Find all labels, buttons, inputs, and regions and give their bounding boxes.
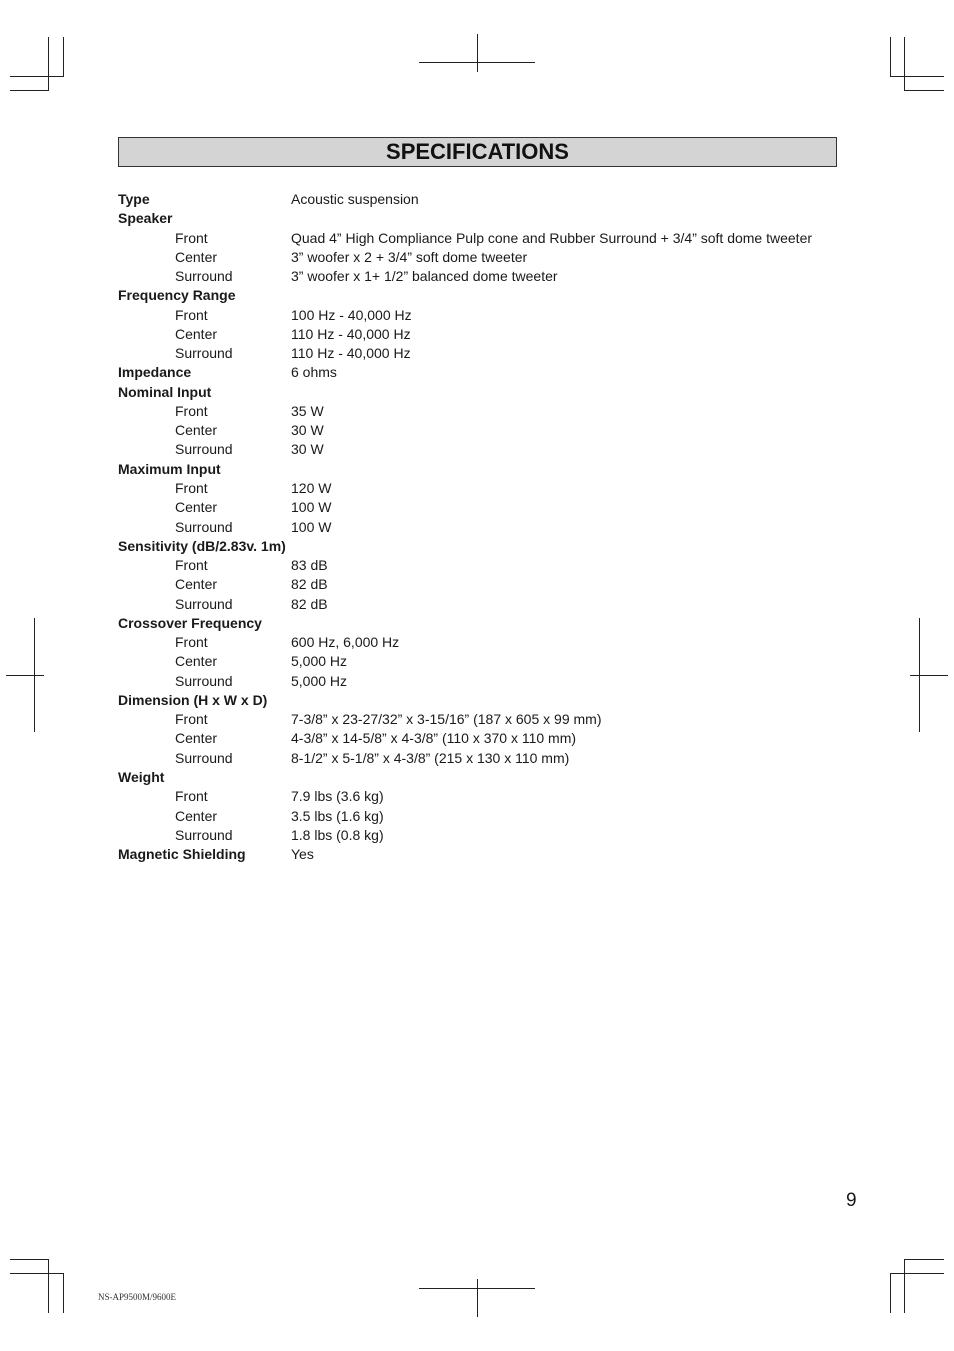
spec-value: Yes (291, 846, 314, 863)
spec-row (118, 691, 838, 710)
spec-label: Front (175, 229, 208, 246)
spec-label: Dimension (H x W x D) (118, 691, 268, 708)
spec-row (118, 286, 838, 305)
spec-subrow (118, 440, 838, 459)
crop-mark-line (890, 37, 891, 77)
spec-value: 35 W (291, 402, 324, 419)
spec-value: 7.9 lbs (3.6 kg) (291, 788, 384, 805)
crop-mark-line (48, 1259, 49, 1313)
spec-value: 30 W (291, 441, 324, 458)
spec-value: Acoustic suspension (291, 191, 419, 207)
spec-label: Sensitivity (dB/2.83v. 1m) (118, 537, 286, 554)
spec-label: Surround (175, 672, 233, 689)
crop-mark-line (10, 1273, 63, 1274)
spec-value: 110 Hz - 40,000 Hz (291, 345, 411, 362)
spec-label: Front (175, 788, 208, 805)
crop-mark-line (48, 37, 49, 91)
spec-value: 110 Hz - 40,000 Hz (291, 325, 411, 342)
spec-label: Center (175, 422, 218, 439)
spec-label: Front (175, 711, 208, 728)
spec-label: Center (175, 576, 218, 593)
crop-mark-line (904, 90, 944, 91)
spec-value: 100 W (291, 518, 332, 535)
spec-value: 3.5 lbs (1.6 kg) (291, 807, 384, 824)
page-title-banner (118, 137, 837, 167)
spec-subrow (118, 710, 838, 729)
spec-label: Center (175, 248, 218, 265)
spec-subrow (118, 479, 838, 498)
spec-subrow (118, 575, 838, 594)
spec-value: 1.8 lbs (0.8 kg) (291, 826, 384, 843)
spec-subrow (118, 344, 838, 363)
spec-value: 100 W (291, 499, 332, 516)
spec-subrow (118, 229, 838, 248)
spec-label: Center (175, 730, 218, 747)
spec-row (118, 460, 838, 479)
spec-value: 8-1/2” x 5-1/8” x 4-3/8” (215 x 130 x 110 mm) (291, 749, 570, 766)
spec-label: Weight (118, 768, 165, 785)
spec-label: Surround (175, 826, 233, 843)
spec-value: 3” woofer x 1+ 1/2” balanced dome tweeter (291, 268, 558, 285)
spec-value: 100 Hz - 40,000 Hz (291, 306, 412, 323)
spec-label: Center (175, 499, 218, 516)
crop-mark-line (890, 76, 944, 77)
crop-mark-line (890, 1273, 944, 1274)
crop-mark-line (10, 76, 63, 77)
spec-label: Surround (175, 595, 233, 612)
spec-subrow (118, 556, 838, 575)
spec-row (118, 209, 838, 228)
crop-mark-line (919, 618, 920, 732)
spec-value: 5,000 Hz (291, 653, 348, 670)
crop-mark-line (477, 1279, 478, 1317)
spec-value: 83 dB (291, 557, 328, 574)
spec-row (118, 383, 838, 402)
spec-subrow (118, 633, 838, 652)
crop-mark-line (10, 1259, 49, 1260)
spec-value: 82 dB (291, 576, 328, 593)
spec-label: Front (175, 634, 208, 651)
crop-mark-line (6, 675, 44, 676)
spec-label: Impedance (118, 364, 192, 381)
spec-row (118, 190, 838, 209)
spec-label: Nominal Input (118, 383, 212, 400)
spec-subrow (118, 787, 838, 806)
crop-mark-line (910, 675, 948, 676)
spec-label: Center (175, 653, 218, 670)
spec-subrow (118, 807, 838, 826)
spec-subrow (118, 248, 838, 267)
spec-subrow (118, 402, 838, 421)
spec-label: Crossover Frequency (118, 614, 262, 631)
spec-label: Maximum Input (118, 460, 221, 477)
spec-label: Center (175, 325, 218, 342)
spec-row (118, 768, 838, 787)
spec-value: 5,000 Hz (291, 672, 348, 689)
spec-label: Surround (175, 441, 233, 458)
crop-mark-line (10, 90, 49, 91)
spec-subrow (118, 652, 838, 671)
spec-subrow (118, 672, 838, 691)
spec-label: Center (175, 807, 218, 824)
spec-row (118, 363, 838, 382)
crop-mark-line (904, 37, 905, 91)
spec-value: 7-3/8” x 23-27/32” x 3-15/16” (187 x 605 x 99 mm) (291, 711, 602, 728)
spec-subrow (118, 595, 838, 614)
spec-label: Front (175, 557, 208, 574)
spec-row (118, 845, 838, 864)
spec-value: 4-3/8” x 14-5/8” x 4-3/8” (110 x 370 x 110 mm) (291, 730, 577, 747)
spec-label: Type (118, 191, 150, 207)
crop-mark-line (890, 1273, 891, 1313)
spec-label: Speaker (118, 210, 173, 227)
spec-subrow (118, 306, 838, 325)
spec-subrow (118, 421, 838, 440)
crop-mark-line (34, 618, 35, 732)
spec-subrow (118, 325, 838, 344)
spec-label: Surround (175, 345, 233, 362)
spec-value: 600 Hz, 6,000 Hz (291, 634, 400, 651)
spec-row (118, 537, 838, 556)
page-number: 9 (846, 1190, 857, 1211)
spec-label: Front (175, 402, 208, 419)
spec-label: Front (175, 479, 208, 496)
spec-value: 6 ohms (291, 364, 337, 381)
spec-value: 82 dB (291, 595, 328, 612)
spec-subrow (118, 267, 838, 286)
crop-mark-line (477, 34, 478, 72)
page-title: SPECIFICATIONS (386, 139, 569, 164)
crop-mark-line (904, 1259, 944, 1260)
crop-mark-line (63, 1273, 64, 1313)
spec-subrow (118, 749, 838, 768)
spec-subrow (118, 498, 838, 517)
spec-subrow (118, 729, 838, 748)
crop-mark-line (904, 1259, 905, 1313)
spec-subrow (118, 826, 838, 845)
spec-value: 120 W (291, 479, 332, 496)
spec-value: 30 W (291, 422, 324, 439)
specifications-table (118, 190, 838, 864)
spec-subrow (118, 518, 838, 537)
spec-label: Surround (175, 268, 233, 285)
spec-label: Frequency Range (118, 287, 236, 304)
spec-row (118, 614, 838, 633)
spec-value: 3” woofer x 2 + 3/4” soft dome tweeter (291, 248, 528, 265)
spec-label: Surround (175, 749, 233, 766)
spec-label: Magnetic Shielding (118, 846, 246, 863)
spec-label: Front (175, 306, 208, 323)
spec-label: Surround (175, 518, 233, 535)
crop-mark-line (63, 37, 64, 77)
model-code: NS-AP9500M/9600E (98, 1292, 177, 1302)
spec-value: Quad 4” High Compliance Pulp cone and Rubber Surround + 3/4” soft dome tweeter (291, 229, 813, 246)
